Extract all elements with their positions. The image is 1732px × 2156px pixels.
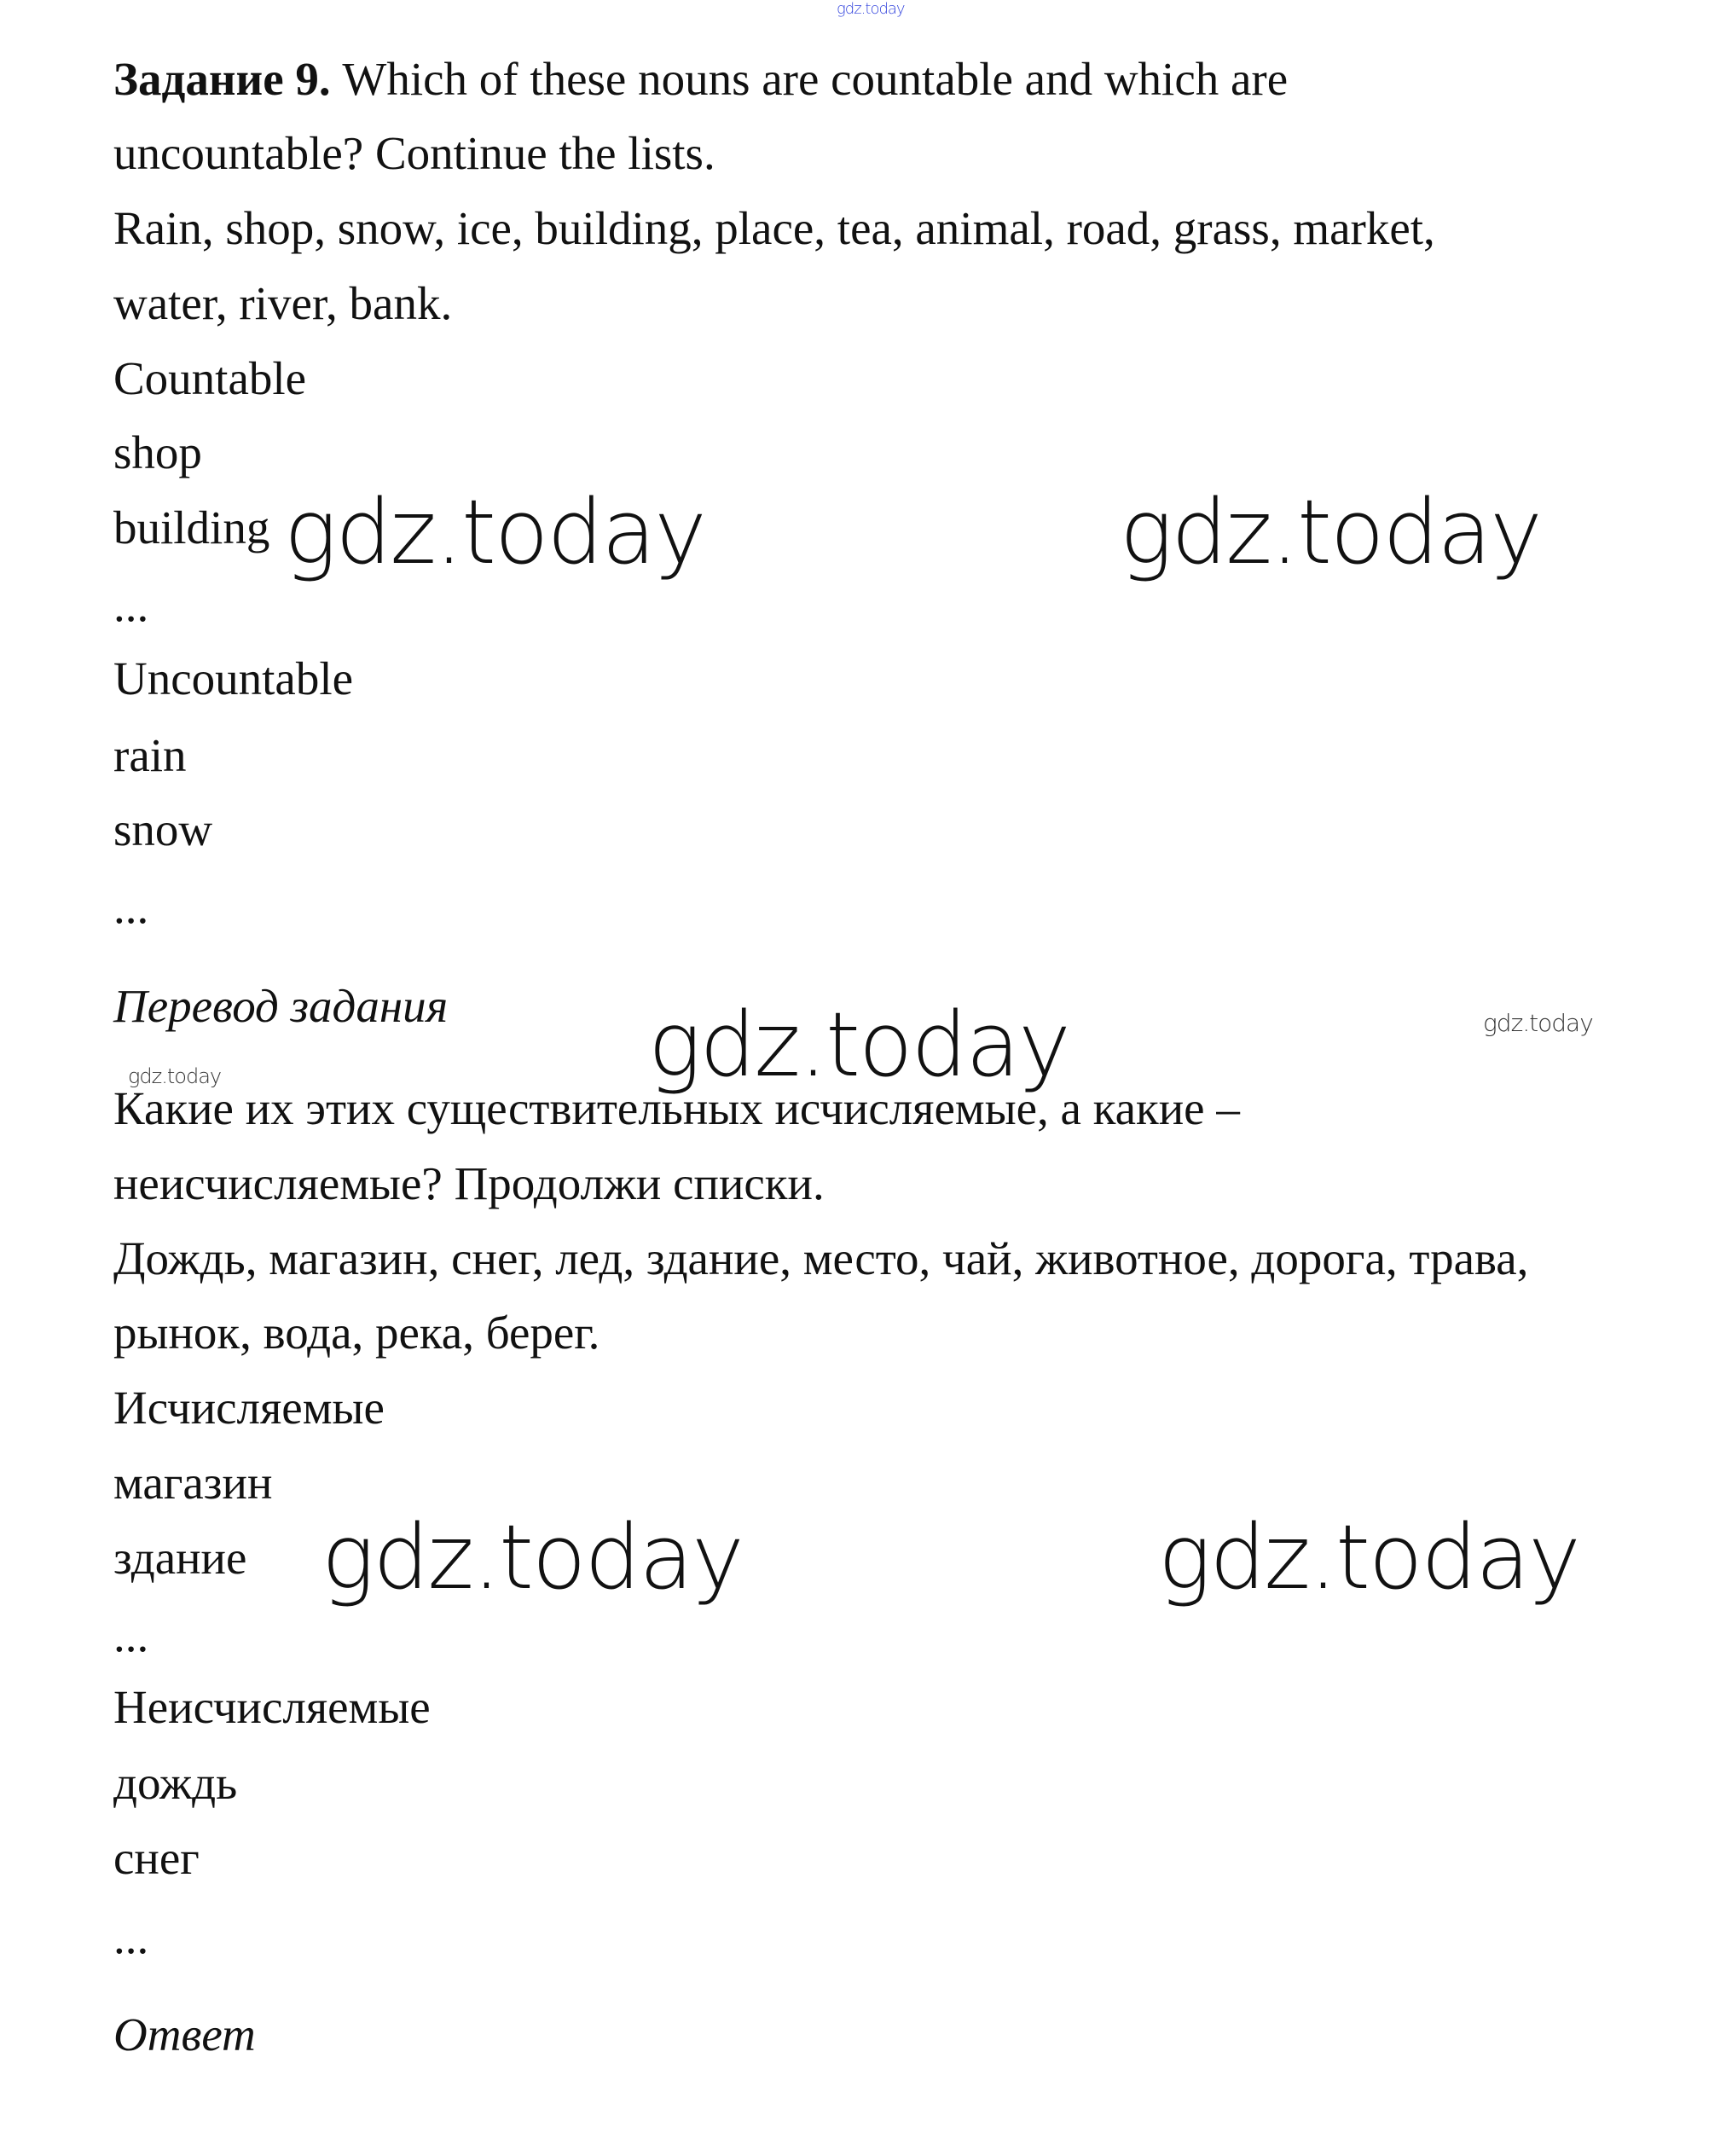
- countable-item: building: [113, 501, 270, 553]
- translation-uncountable-item: ...: [113, 1911, 149, 1963]
- uncountable-heading: Uncountable: [113, 652, 354, 704]
- task-line-2: uncountable? Continue the lists.: [113, 127, 715, 179]
- translation-uncountable-item: дождь: [113, 1757, 238, 1809]
- translation-countable-item: здание: [113, 1532, 247, 1584]
- translation-line-1: Какие их этих существительных исчисляемые, а какие –: [113, 1082, 1240, 1134]
- translation-uncountable-item: снег: [113, 1832, 200, 1884]
- countable-item: shop: [113, 426, 202, 478]
- task-label: Задание 9.: [113, 53, 331, 105]
- countable-item: ...: [113, 579, 149, 631]
- translation-countable-heading: Исчисляемые: [113, 1382, 385, 1434]
- watermark-top: gdz.today: [837, 0, 905, 18]
- watermark: gdz.today: [284, 480, 705, 584]
- countable-heading: Countable: [113, 352, 307, 404]
- translation-words-2: рынок, вода, река, берег.: [113, 1307, 600, 1359]
- translation-countable-item: ...: [113, 1609, 149, 1661]
- watermark: gdz.today: [648, 993, 1069, 1097]
- translation-words-1: Дождь, магазин, снег, лед, здание, место, чай, животное, дорога, трава,: [113, 1232, 1529, 1284]
- translation-line-2: неисчисляемые? Продолжи списки.: [113, 1157, 825, 1209]
- watermark: gdz.today: [321, 1505, 743, 1609]
- watermark: gdz.today: [1120, 480, 1541, 584]
- watermark-small: gdz.today: [1483, 1009, 1593, 1037]
- task-words-2: water, river, bank.: [113, 277, 453, 329]
- uncountable-item: snow: [113, 803, 213, 855]
- task-words-1: Rain, shop, snow, ice, building, place, tea, animal, road, grass, market,: [113, 202, 1435, 254]
- translation-countable-item: магазин: [113, 1457, 273, 1509]
- translation-uncountable-heading: Неисчисляемые: [113, 1681, 431, 1733]
- uncountable-item: ...: [113, 881, 149, 933]
- task-text: Which of these nouns are countable and which are: [342, 53, 1289, 105]
- watermark-small: gdz.today: [128, 1064, 222, 1088]
- answer-heading: Ответ: [113, 2008, 256, 2060]
- watermark: gdz.today: [1158, 1505, 1579, 1609]
- uncountable-item: rain: [113, 729, 187, 781]
- translation-heading: Перевод задания: [113, 980, 449, 1032]
- task-line-1: [113, 52, 1288, 107]
